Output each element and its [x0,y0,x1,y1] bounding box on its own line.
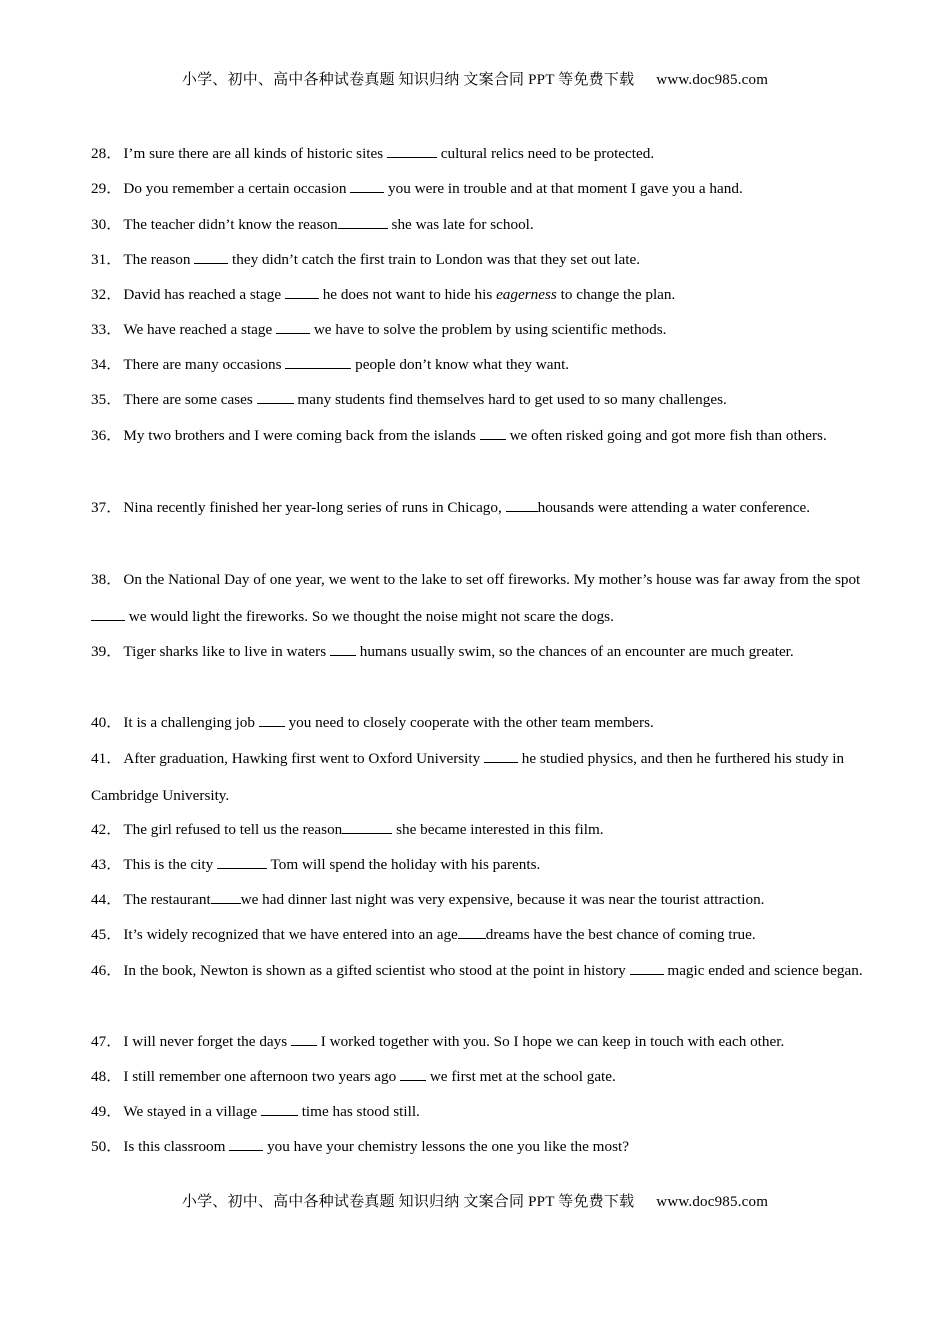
question-number: 43． [91,856,122,873]
question-item [91,319,866,341]
question-text: I worked together with you. So I hope we can keep in touch with each other. [316,1033,785,1050]
question-text: many students find themselves hard to get used to so many challenges. [293,391,727,408]
answer-blank[interactable] [387,143,437,158]
question-text: On the National Day of one year, we went to the lake to set off fireworks. My mother’s house was far away from the spot [123,571,861,588]
question-text: This is the city [123,856,218,873]
question-text: eagerness [496,286,557,303]
question-number: 34． [91,356,122,373]
question-item [91,1136,866,1158]
answer-blank[interactable] [480,425,506,440]
answer-blank[interactable] [291,1031,317,1046]
page-header [0,68,950,89]
answer-blank[interactable] [506,497,538,512]
answer-blank[interactable] [261,1101,298,1116]
answer-blank[interactable] [259,712,285,727]
question-item [91,249,866,271]
question-number: 36． [91,427,122,444]
question-number: 50． [91,1138,122,1155]
question-text: In the book, Newton is shown as a gifted scientist who stood at the point in history [123,962,630,979]
answer-blank[interactable] [194,249,228,264]
footer-url[interactable]: www.doc985.com [656,1194,769,1210]
question-text: we would light the fireworks. So we thought the noise might not scare the dogs. [125,608,614,625]
question-text: you need to closely cooperate with the other team members. [284,714,654,731]
question-text: housands were attending a water conference. [537,499,810,516]
question-number: 33． [91,321,122,338]
question-text: It’s widely recognized that we have entered into an age [123,926,458,943]
question-text: There are some cases [123,391,257,408]
answer-blank[interactable] [400,1066,426,1081]
question-text: The reason [123,251,195,268]
answer-blank[interactable] [211,889,241,904]
question-text: David has reached a stage [123,286,285,303]
question-text: After graduation, Hawking first went to Oxford University [123,750,484,767]
answer-blank[interactable] [257,389,294,404]
answer-blank[interactable] [330,641,356,656]
question-number: 35． [91,391,122,408]
question-number: 31． [91,251,122,268]
question-item [91,489,866,526]
question-text: they didn’t catch the first train to London was that they set out late. [228,251,641,268]
question-text: The girl refused to tell us the reason [123,821,343,838]
question-text: I still remember one afternoon two years ago [123,1068,401,1085]
question-item [91,633,866,670]
question-number: 41． [91,750,122,767]
question-text: My two brothers and I were coming back from the islands [123,427,480,444]
question-item [91,1066,866,1088]
question-text: to change the plan. [556,286,676,303]
question-item [91,740,866,814]
question-text: she was late for school. [387,216,534,233]
question-item [91,924,866,946]
question-number: 37． [91,499,122,516]
question-number: 38． [91,571,122,588]
question-number: 30． [91,216,122,233]
question-text: we often risked going and got more fish than others. [505,427,827,444]
question-text: I’m sure there are all kinds of historic sites [123,145,387,162]
question-item [91,389,866,411]
question-number: 49． [91,1103,122,1120]
question-item [91,561,866,635]
question-text: magic ended and science began. [663,962,863,979]
answer-blank[interactable] [338,214,388,229]
answer-blank[interactable] [229,1136,263,1151]
question-number: 32． [91,286,122,303]
question-text: It is a challenging job [123,714,259,731]
question-number: 45． [91,926,122,943]
question-text: you have your chemistry lessons the one you like the most? [263,1138,629,1155]
question-text: we have to solve the problem by using scientific methods. [310,321,667,338]
question-item [91,952,866,989]
question-item [91,819,866,841]
question-number: 29． [91,180,122,197]
question-text: we first met at the school gate. [426,1068,616,1085]
answer-blank[interactable] [350,178,384,193]
header-url[interactable]: www.doc985.com [656,72,769,88]
question-item [91,854,866,876]
question-text: she became interested in this film. [392,821,604,838]
page-footer [0,1190,950,1211]
question-item [91,178,866,200]
footer-text: 小学、初中、高中各种试卷真题 知识归纳 文案合同 PPT 等免费下载 [181,1194,635,1210]
question-text: you were in trouble and at that moment I gave you a hand. [384,180,743,197]
question-text: The restaurant [123,891,211,908]
question-number: 46． [91,962,122,979]
question-number: 28． [91,145,122,162]
question-text: We stayed in a village [123,1103,261,1120]
answer-blank[interactable] [342,819,392,834]
question-item [91,284,866,306]
question-item [91,889,866,911]
question-text: time has stood still. [297,1103,420,1120]
question-number: 40． [91,714,122,731]
question-text: Tom will spend the holiday with his parents. [267,856,541,873]
question-text: he does not want to hide his [318,286,497,303]
question-text: The teacher didn’t know the reason [123,216,338,233]
answer-blank[interactable] [285,284,319,299]
question-number: 47． [91,1033,122,1050]
question-item [91,214,866,236]
question-number: 39． [91,643,122,660]
question-number: 44． [91,891,122,908]
answer-blank[interactable] [276,319,310,334]
question-number: 42． [91,821,122,838]
question-text: We have reached a stage [123,321,277,338]
question-text: Tiger sharks like to live in waters [123,643,330,660]
question-text: he studied physics, and then he furthered his study in Cambridge University. [91,750,845,804]
question-text: humans usually swim, so the chances of an encounter are much greater. [355,643,794,660]
question-text: Do you remember a certain occasion [123,180,351,197]
question-text: Nina recently finished her year-long series of runs in Chicago, [123,499,506,516]
answer-blank[interactable] [458,924,486,939]
question-text: There are many occasions [123,356,286,373]
question-text: people don’t know what they want. [351,356,570,373]
question-item [91,354,866,376]
answer-blank[interactable] [484,748,518,763]
question-text: Is this classroom [123,1138,230,1155]
answer-blank[interactable] [217,854,267,869]
answer-blank[interactable] [91,606,125,621]
question-item [91,143,866,165]
answer-blank[interactable] [285,354,351,369]
header-text: 小学、初中、高中各种试卷真题 知识归纳 文案合同 PPT 等免费下载 [181,72,635,88]
question-text: dreams have the best chance of coming true. [485,926,756,943]
question-item [91,1101,866,1123]
question-text: cultural relics need to be protected. [436,145,655,162]
question-number: 48． [91,1068,122,1085]
answer-blank[interactable] [630,960,664,975]
question-item [91,417,866,454]
question-text: we had dinner last night was very expensive, because it was near the tourist attraction. [240,891,765,908]
question-item [91,1031,866,1053]
question-item [91,712,866,734]
question-text: I will never forget the days [123,1033,291,1050]
